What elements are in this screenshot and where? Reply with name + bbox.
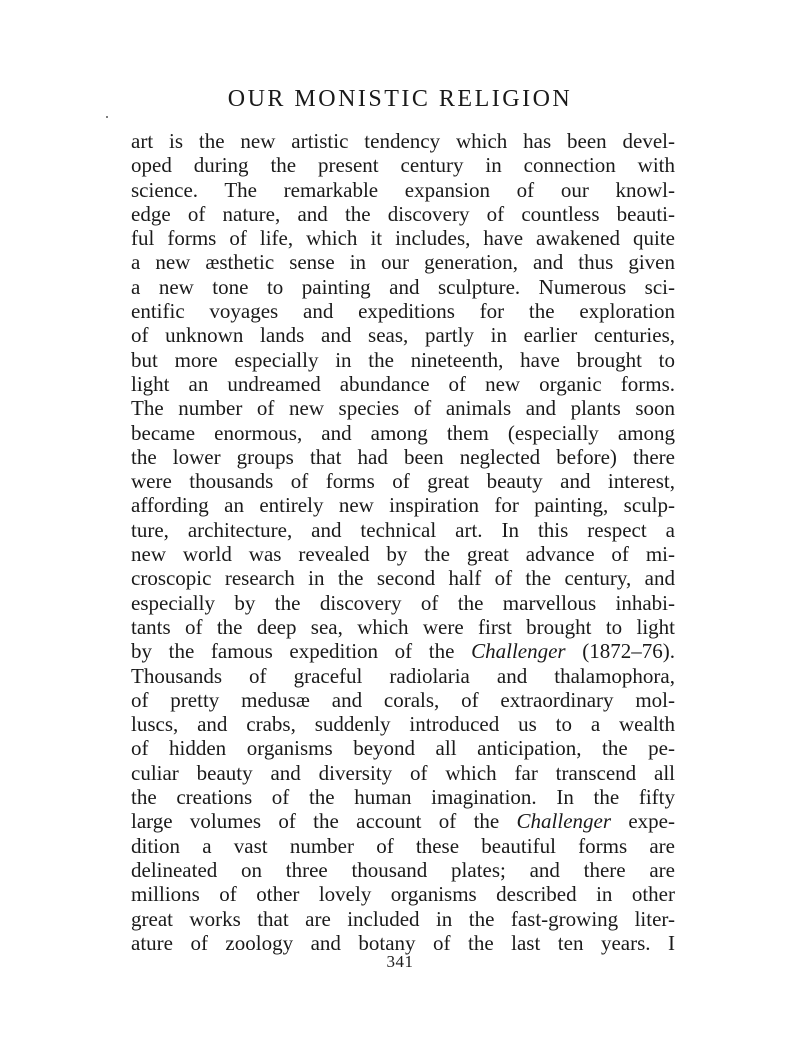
text-run: (1872–76). — [565, 639, 675, 664]
text-line: delineated on three thousand plates; and there are — [131, 857, 675, 882]
text-line: luscs, and crabs, suddenly introduced us to a wealth — [131, 712, 675, 737]
text-line: great works that are included in the fast-growing liter- — [131, 906, 675, 931]
text-line: oped during the present century in connection with — [131, 153, 675, 178]
text-line: art is the new artistic tendency which has been devel- — [131, 129, 675, 153]
text-line: ture, architecture, and technical art. In this respect a — [131, 517, 675, 542]
text-line: but more especially in the nineteenth, have brought to — [131, 347, 675, 372]
running-head: OUR MONISTIC RELIGION — [227, 86, 573, 112]
text-run: expe- — [611, 809, 675, 834]
text-line: the lower groups that had been neglected before) there — [131, 444, 675, 469]
ship-name-italic: Challenger — [516, 809, 612, 834]
ship-name-italic: Challenger — [471, 639, 566, 664]
text-line: the creations of the human imagination. In the fifty — [131, 785, 675, 810]
body-text — [131, 129, 675, 955]
text-line: a new æsthetic sense in our generation, and thus given — [131, 250, 675, 275]
text-line: a new tone to painting and sculpture. Numerous sci- — [131, 274, 675, 299]
text-line: ful forms of life, which it includes, have awakened quite — [131, 226, 675, 251]
text-run: by the famous expedition of the — [131, 639, 472, 664]
text-line: millions of other lovely organisms described in other — [131, 882, 675, 907]
text-line: especially by the discovery of the marvellous inhabi- — [131, 590, 675, 615]
text-line: science. The remarkable expansion of our knowl- — [131, 177, 675, 202]
margin-speck — [106, 116, 108, 118]
text-line: entific voyages and expeditions for the exploration — [131, 299, 675, 324]
text-line: culiar beauty and diversity of which far transcend all — [131, 760, 675, 785]
text-line — [131, 809, 675, 833]
text-line: of hidden organisms beyond all anticipation, the pe- — [131, 736, 675, 761]
text-line: ature of zoology and botany of the last ten years. I — [131, 930, 675, 955]
text-line: croscopic research in the second half of the century, and — [131, 566, 675, 591]
text-line: affording an entirely new inspiration for painting, sculp- — [131, 493, 675, 518]
text-line: of pretty medusæ and corals, of extraordinary mol- — [131, 687, 675, 712]
text-line: edge of nature, and the discovery of countless beauti- — [131, 201, 675, 226]
text-line: of unknown lands and seas, partly in earlier centuries, — [131, 323, 675, 348]
text-line: new world was revealed by the great advance of mi- — [131, 542, 675, 567]
text-line: were thousands of forms of great beauty and interest, — [131, 469, 675, 494]
text-line: The number of new species of animals and plants soon — [131, 396, 675, 421]
text-line: light an undreamed abundance of new organic forms. — [131, 371, 675, 396]
text-line: became enormous, and among them (especially among — [131, 420, 675, 445]
text-line: tants of the deep sea, which were first brought to light — [131, 614, 675, 639]
page-number: 341 — [386, 952, 414, 971]
text-line: Thousands of graceful radiolaria and thalamophora, — [131, 663, 675, 688]
text-line: dition a vast number of these beautiful forms are — [131, 833, 675, 858]
text-line — [131, 639, 675, 663]
text-run: large volumes of the account of the — [131, 809, 517, 834]
